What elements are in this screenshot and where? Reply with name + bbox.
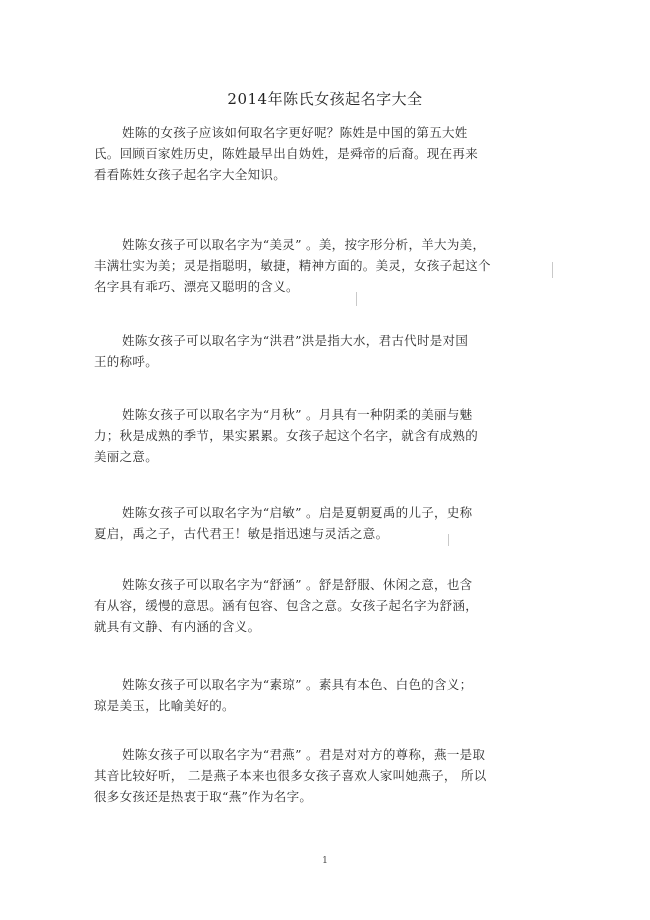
text-line: 姓陈的女孩子应该如何取名字更好呢？陈姓是中国的第五大姓 — [122, 125, 468, 140]
text-line: 琼是美玉，比喻美好的。 — [94, 698, 235, 713]
scan-mark — [356, 292, 357, 306]
paragraph-intro — [94, 122, 564, 185]
text-line: 姓陈女孩子可以取名字为“启敏” 。启是夏朝夏禹的儿子，史称 — [122, 505, 473, 520]
text-line: 有从容，缓慢的意思。涵有包容、包含之意。女孩子起名字为舒涵， — [94, 598, 479, 613]
text-line: 看看陈姓女孩子起名字大全知识。 — [94, 167, 287, 182]
text-line: 姓陈女孩子可以取名字为“月秋” 。月具有一种阴柔的美丽与魅 — [122, 407, 473, 422]
text-line: 很多女孩还是热衷于取“燕”作为名字。 — [94, 789, 313, 804]
paragraph-name-meiling — [94, 234, 564, 297]
text-line: 姓陈女孩子可以取名字为“舒涵” 。舒是舒服、休闲之意，也含 — [122, 577, 473, 592]
text-line: 姓陈女孩子可以取名字为“君燕” 。君是对对方的尊称，燕一是取 — [122, 747, 486, 762]
text-line: 姓陈女孩子可以取名字为“美灵” 。美，按字形分析，羊大为美， — [122, 237, 486, 252]
scan-mark — [552, 262, 553, 278]
text-line: 氏。回顾百家姓历史，陈姓最早出自妫姓，是舜帝的后裔。现在再来 — [94, 146, 479, 161]
text-line: 姓陈女孩子可以取名字为“洪君”洪是指大水，君古代时是对国 — [122, 333, 469, 348]
paragraph-name-shuhan — [94, 574, 564, 637]
text-line: 力；秋是成熟的季节，果实累累。女孩子起这个名字，就含有成熟的 — [94, 428, 479, 443]
paragraph-name-qimin — [94, 502, 564, 544]
text-line: 其音比较好听， 二是燕子本来也很多女孩子喜欢人家叫她燕子， 所以 — [94, 768, 487, 783]
text-line: 王的称呼。 — [94, 354, 159, 369]
text-line: 美丽之意。 — [94, 449, 159, 464]
paragraph-name-junyan — [94, 744, 564, 807]
text-line: 就具有文静、有内涵的含义。 — [94, 619, 261, 634]
text-line: 姓陈女孩子可以取名字为“素琼” 。素具有本色、白色的含义； — [122, 677, 473, 692]
document-title: 2014年陈氏女孩起名字大全 — [227, 90, 423, 108]
text-line: 夏启，禹之子，古代君王！敏是指迅速与灵活之意。 — [94, 526, 389, 541]
paragraph-name-suqiong — [94, 674, 564, 716]
paragraph-name-hongjun — [94, 330, 564, 372]
scan-mark — [448, 534, 449, 546]
paragraph-name-yueqiu — [94, 404, 564, 467]
page-number: 1 — [322, 856, 328, 866]
text-line: 丰满壮实为美；灵是指聪明，敏捷，精神方面的。美灵，女孩子起这个 — [94, 258, 491, 273]
text-line: 名字具有乖巧、漂亮又聪明的含义。 — [94, 279, 299, 294]
